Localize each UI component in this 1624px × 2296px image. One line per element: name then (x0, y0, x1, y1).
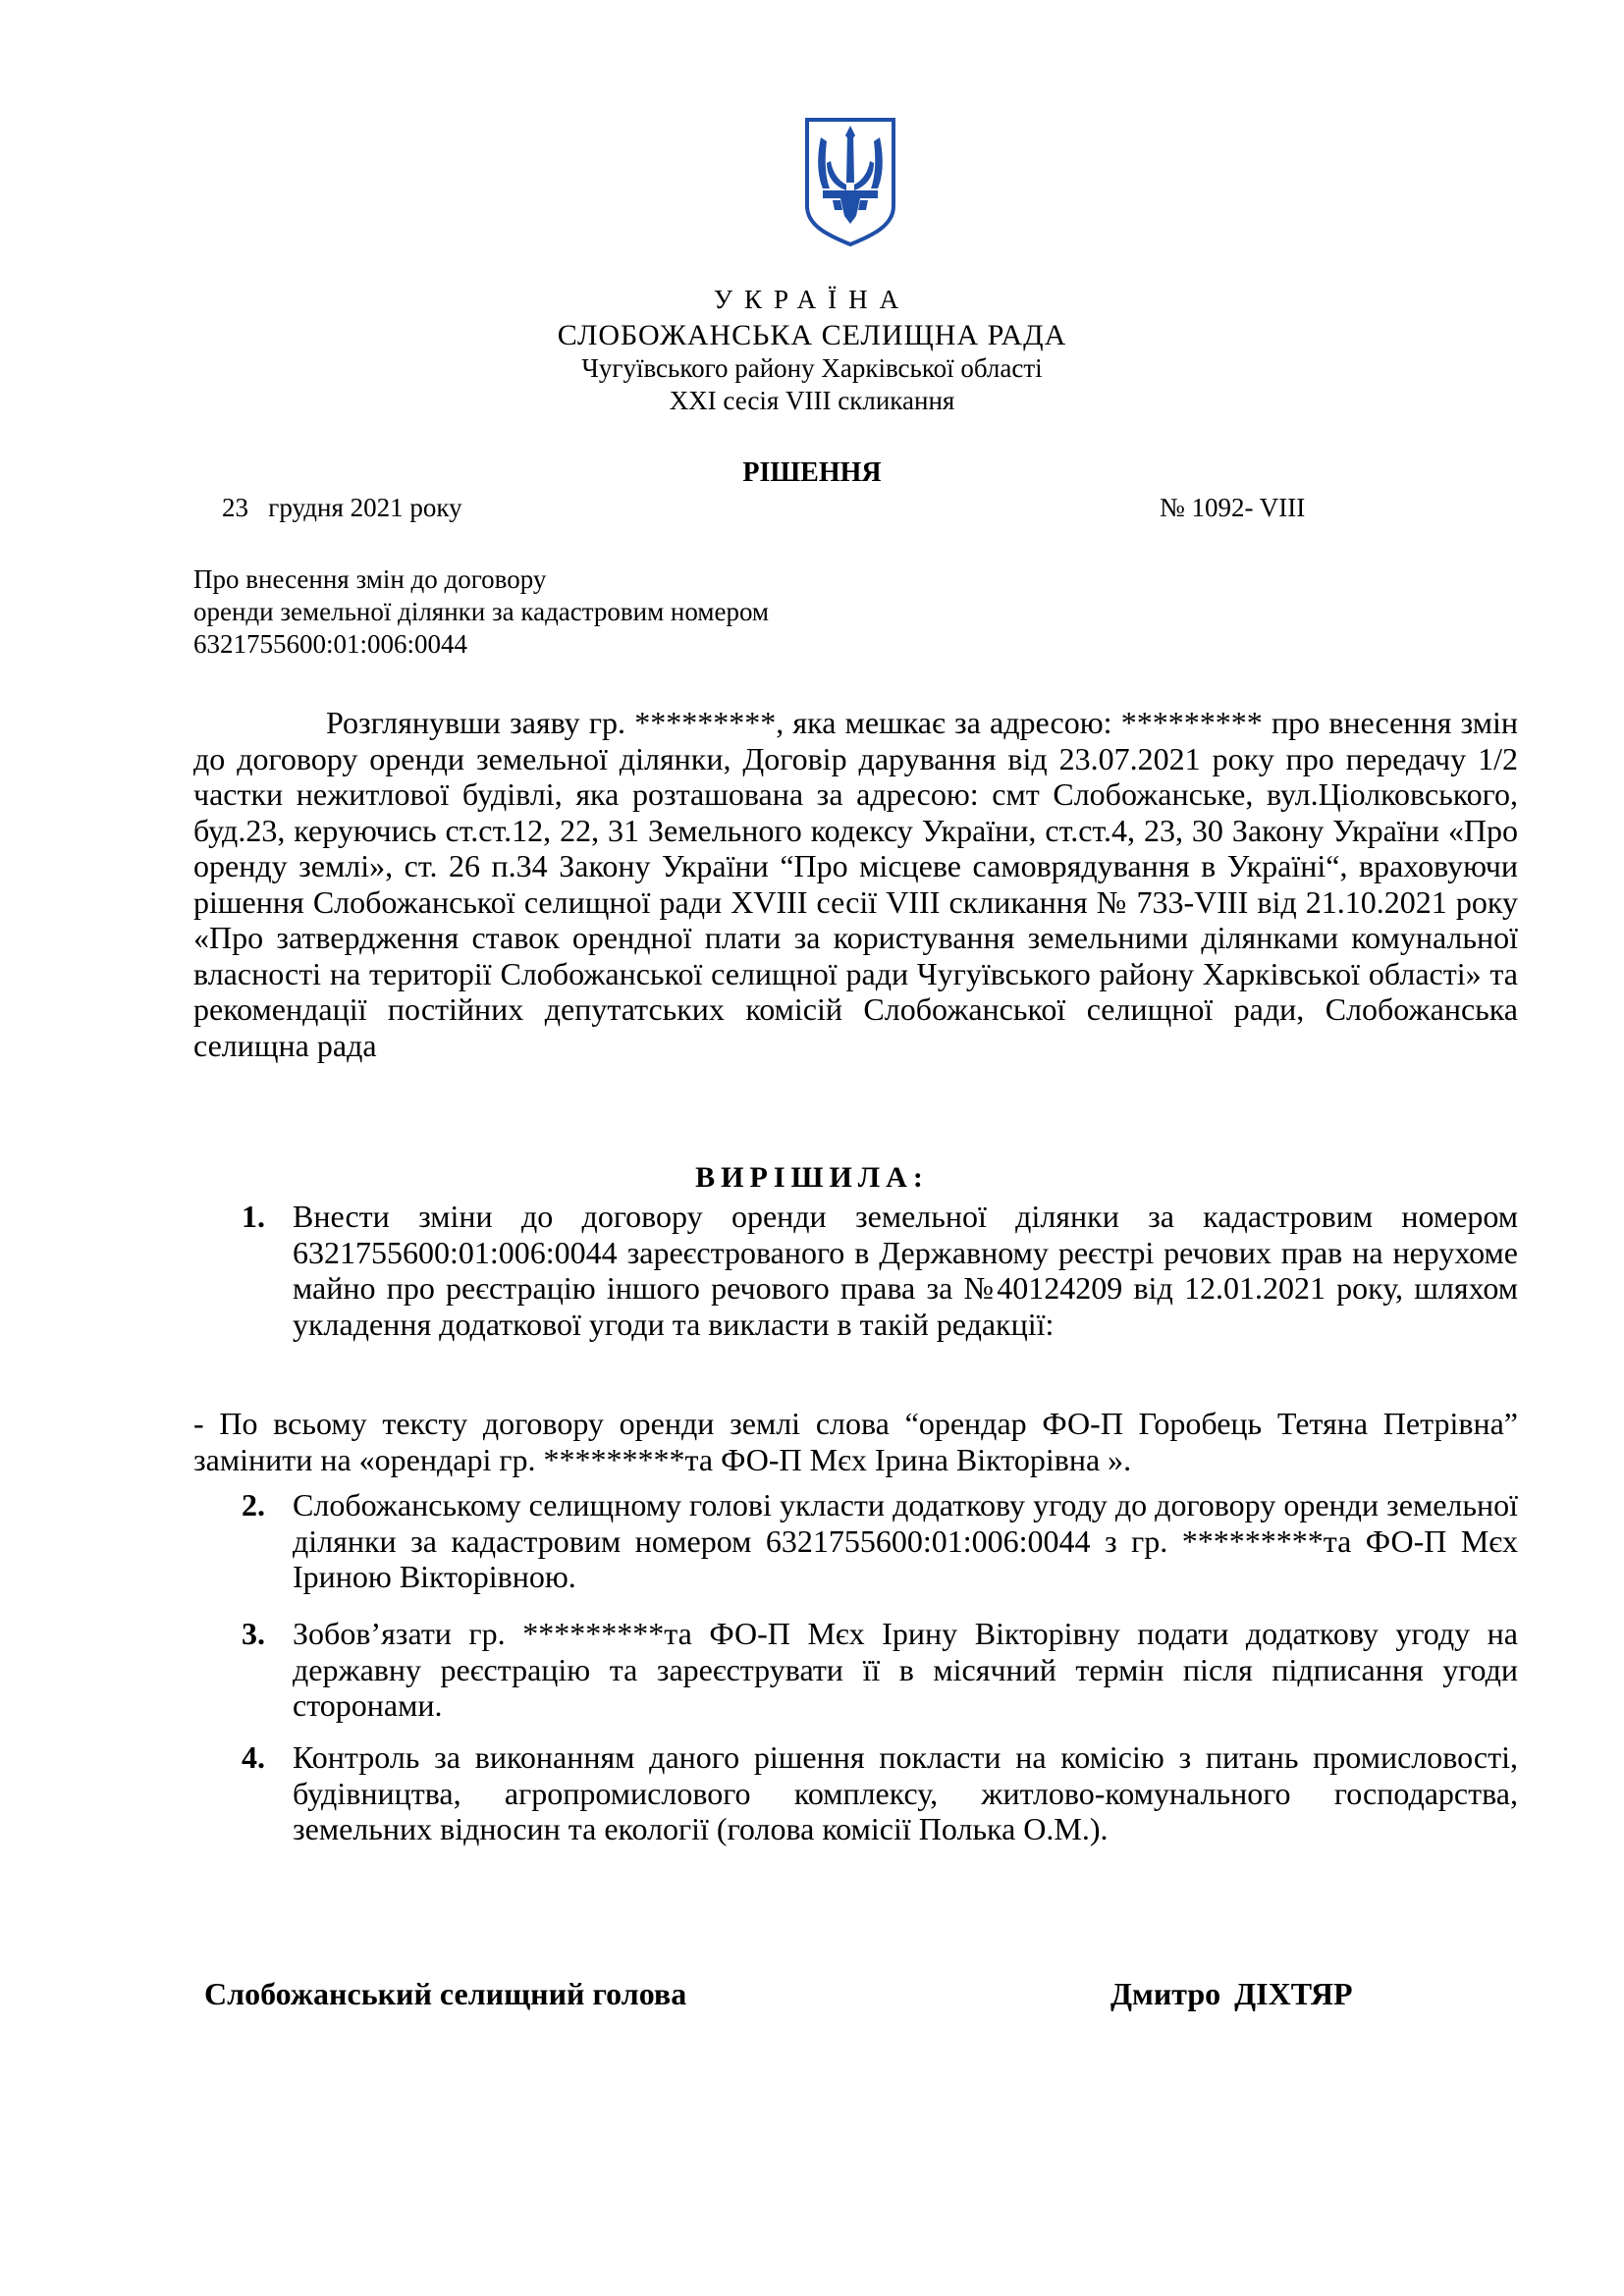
decision-date: 23 грудня 2021 року (222, 493, 462, 522)
item-text: Зобов’язати гр. *********та ФО-П Мєх Ірину Вікторівну подати додаткову угоду на державну реєстрацію та зареєструвати її в місячний термін після підписання угоди сторонами. (293, 1616, 1518, 1723)
country-name: УКРАЇНА (713, 285, 911, 314)
item-number: 3. (242, 1616, 265, 1651)
resolution-heading: ВИРІШИЛА: (695, 1161, 929, 1194)
subject-line: 6321755600:01:006:0044 (193, 629, 468, 659)
item-number: 2. (242, 1487, 265, 1522)
resolution-item (242, 1487, 1518, 1595)
item-number: 1. (242, 1199, 265, 1234)
document-title: РІШЕННЯ (742, 457, 882, 488)
amendment-paragraph: - По всьому тексту договору оренди землі слова “орендар ФО-П Горобець Тетяна Петрівна” замінити на «орендарі гр. *********та ФО-П Мєх Ірина Вікторівна ». (193, 1406, 1518, 1477)
resolution-item (242, 1199, 1518, 1342)
subject-line: оренди земельної ділянки за кадастровим номером (193, 597, 770, 626)
signatory-title: Слобожанський селищний голова (204, 1976, 687, 2011)
signatory-name: Дмитро ДІХТЯР (1110, 1976, 1353, 2011)
decision-number: № 1092- VIII (1160, 493, 1306, 522)
decision-subject (193, 563, 769, 661)
subject-line: Про внесення змін до договору (193, 564, 547, 594)
resolution-item (242, 1616, 1518, 1724)
item-text: Внести зміни до договору оренди земельної ділянки за кадастровим номером 6321755600:01:006:0044 зареєстрованого в Державному реєстрі речових прав на нерухоме майно про реєстрацію іншого речового права за №40124209 від 12.01.2021 року, шляхом укладення додаткової угоди та викласти в такій редакції: (293, 1199, 1518, 1342)
preamble-paragraph: Розглянувши заяву гр. *********, яка мешкає за адресою: ********* про внесення змін до договору оренди земельної ділянки, Договір дарування від 23.07.2021 року про передачу 1/2 частки нежитлової будівлі, яка розташована за адресою: смт Слобожанське, вул.Ціолковського, буд.23, керуючись ст.ст.12, 22, 31 Земельного кодексу України, ст.ст.4, 23, 30 Закону України «Про оренду землі», ст. 26 п.34 Закону України “Про місцеве самоврядування в Україні“, враховуючи рішення Слобожанської селищної ради XVIII сесії VIII скликання № 733-VIII від 21.10.2021 року «Про затвердження ставок орендної плати за користування земельними ділянками комунальної власності на території Слобожанської селищної ради Чугуївського району Харківської області» та рекомендації постійних депутатських комісій Слобожанської селищної ради, Слобожанська селищна рада (193, 705, 1518, 1063)
item-number: 4. (242, 1739, 265, 1775)
coat-of-arms-trident-icon (803, 116, 897, 248)
item-text: Контроль за виконанням даного рішення покласти на комісію з питань промисловості, будівництва, агропромислового комплексу, житлово-комунального господарства, земельних відносин та екології (голова комісії Полька О.М.). (293, 1739, 1518, 1846)
session-info: XXI сесія VIII скликання (669, 386, 955, 415)
district-name: Чугуївського району Харківської області (581, 353, 1043, 383)
resolution-item (242, 1739, 1518, 1847)
item-text: Слобожанському селищному голові укласти додаткову угоду до договору оренди земельної ділянки за кадастровим номером 6321755600:01:006:0044 з гр. *********та ФО-П Мєх Іриною Вікторівною. (293, 1487, 1518, 1594)
council-name: СЛОБОЖАНСЬКА СЕЛИЩНА РАДА (557, 319, 1067, 351)
